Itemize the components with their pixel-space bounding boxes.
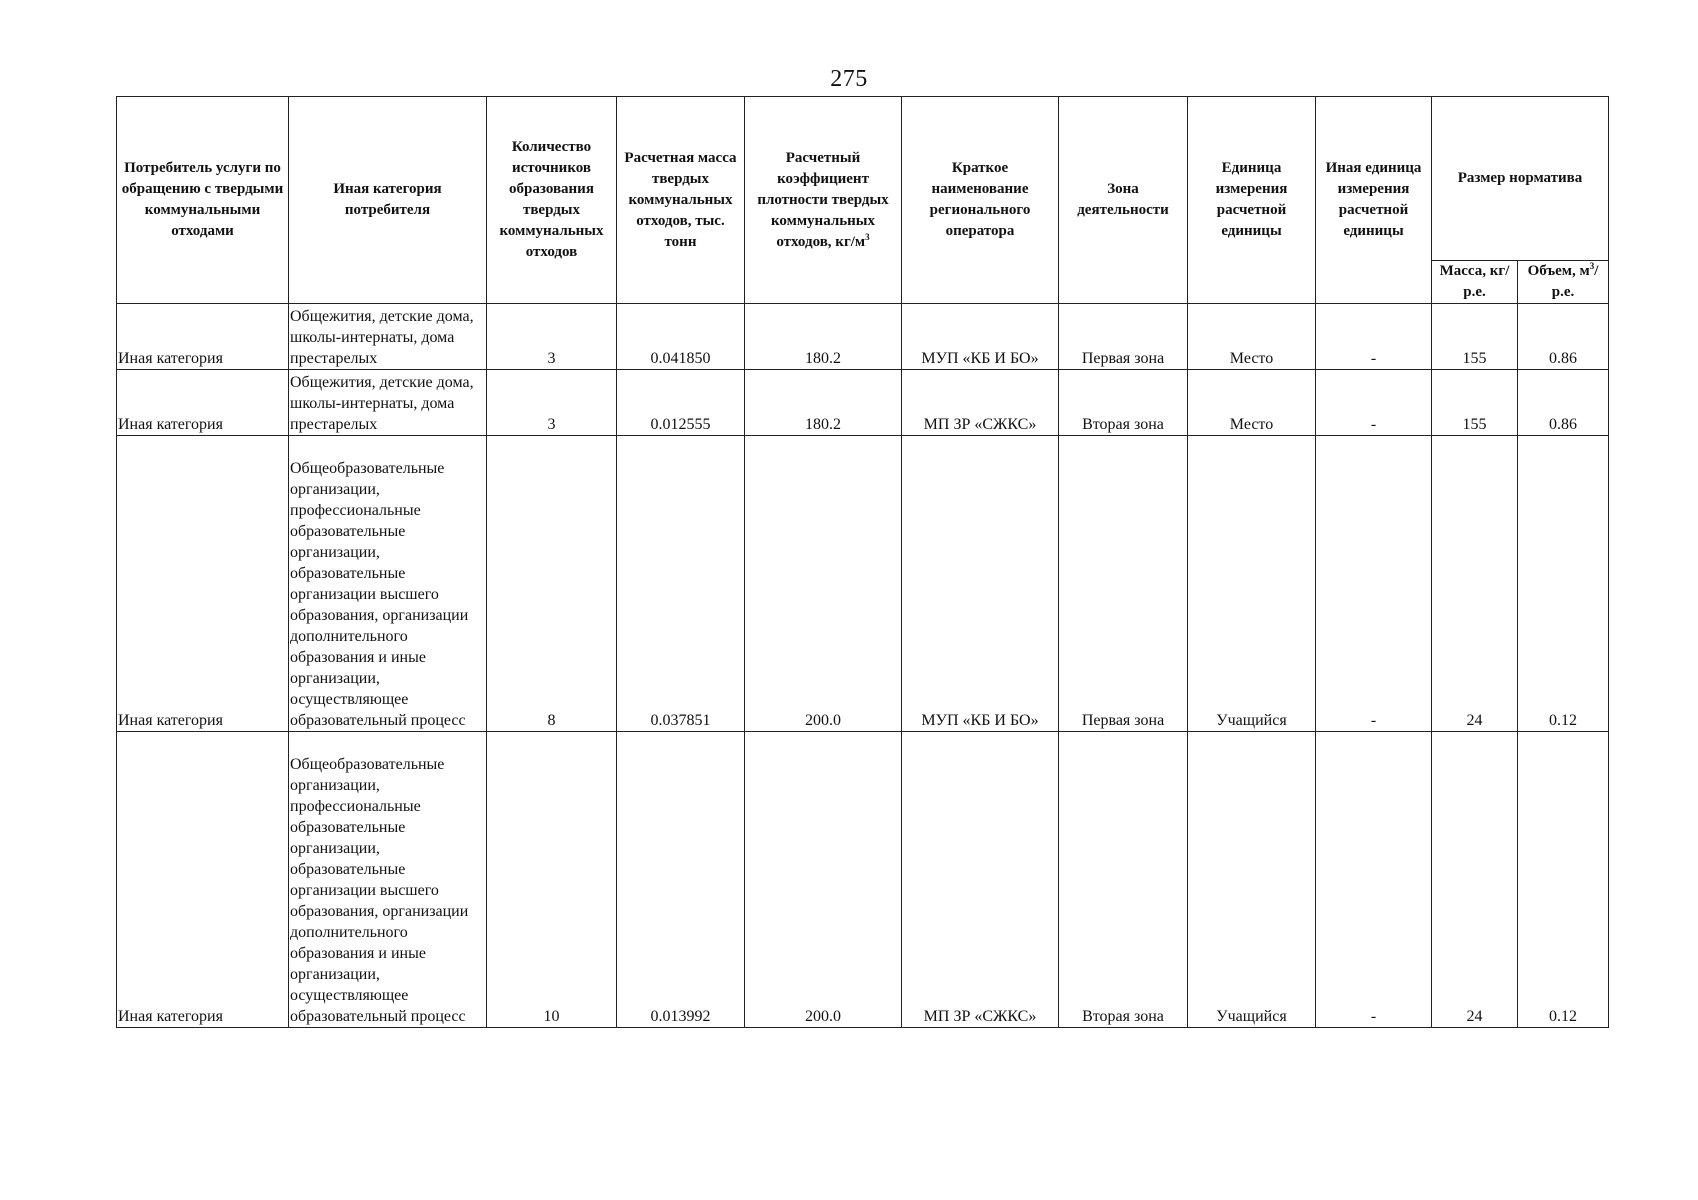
cell-estimated-mass: 0.041850 [617,304,745,370]
cell-mass: 155 [1432,370,1518,436]
header-density-text: Расчетный коэффициент плотности твердых коммунальных отходов, кг/м [757,149,889,250]
header-norm-size: Размер норматива [1432,97,1609,261]
cell-volume: 0.86 [1518,370,1609,436]
cell-other-unit: - [1316,732,1432,1028]
cell-density-coef: 180.2 [745,370,902,436]
cell-density-coef: 200.0 [745,436,902,732]
cell-mass: 155 [1432,304,1518,370]
header-volume-prefix: Объем, м [1527,263,1590,279]
cell-unit: Учащийся [1188,732,1316,1028]
cell-other-category: Общеобразовательные организации, профессиональные образовательные организации, образовательные организации высшего образования, организации дополнительного образования и иные организации, осуществляющее образовательный процесс [289,732,487,1028]
cell-estimated-mass: 0.037851 [617,436,745,732]
header-other-unit: Иная единица измерения расчетной единицы [1316,97,1432,304]
cell-sources-count: 3 [487,370,617,436]
cell-estimated-mass: 0.012555 [617,370,745,436]
header-other-category: Иная категория потребителя [289,97,487,304]
header-sources-count: Количество источников образования твердых коммунальных отходов [487,97,617,304]
cell-zone: Вторая зона [1059,732,1188,1028]
cell-estimated-mass: 0.013992 [617,732,745,1028]
cell-zone: Первая зона [1059,436,1188,732]
cell-density-coef: 200.0 [745,732,902,1028]
header-volume-suffix: /р.е. [1551,263,1599,300]
header-mass: Масса, кг/р.е. [1432,261,1518,304]
cell-other-unit: - [1316,436,1432,732]
cell-operator-name: МП ЗР «СЖКС» [902,732,1059,1028]
cell-volume: 0.86 [1518,304,1609,370]
table-row [117,370,1609,436]
waste-norms-table [116,96,1609,1028]
cell-consumer: Иная категория [117,304,289,370]
header-volume [1518,261,1609,304]
cell-zone: Вторая зона [1059,370,1188,436]
cell-mass: 24 [1432,436,1518,732]
cell-sources-count: 10 [487,732,617,1028]
cell-sources-count: 8 [487,436,617,732]
page-number: 275 [830,66,868,92]
header-consumer: Потребитель услуги по обращению с твердыми коммунальными отходами [117,97,289,304]
cell-operator-name: МУП «КБ И БО» [902,304,1059,370]
header-operator-name: Краткое наименование регионального оператора [902,97,1059,304]
cell-operator-name: МП ЗР «СЖКС» [902,370,1059,436]
cell-other-category: Общежития, детские дома, школы-интернаты, дома престарелых [289,304,487,370]
cell-volume: 0.12 [1518,732,1609,1028]
cell-other-category: Общеобразовательные организации, профессиональные образовательные организации, образовательные организации высшего образования, организации дополнительного образования и иные организации, осуществляющее образовательный процесс [289,436,487,732]
cell-operator-name: МУП «КБ И БО» [902,436,1059,732]
cell-volume: 0.12 [1518,436,1609,732]
cell-density-coef: 180.2 [745,304,902,370]
cell-other-unit: - [1316,304,1432,370]
header-density-coef [745,97,902,304]
cell-consumer: Иная категория [117,370,289,436]
cell-unit: Учащийся [1188,436,1316,732]
cell-consumer: Иная категория [117,732,289,1028]
header-estimated-mass: Расчетная масса твердых коммунальных отходов, тыс. тонн [617,97,745,304]
table-row [117,732,1609,1028]
header-row [117,97,1609,261]
header-unit: Единица измерения расчетной единицы [1188,97,1316,304]
cell-consumer: Иная категория [117,436,289,732]
cell-other-unit: - [1316,370,1432,436]
header-volume-sup: 3 [1589,261,1595,271]
cell-unit: Место [1188,370,1316,436]
table-row [117,436,1609,732]
cell-other-category: Общежития, детские дома, школы-интернаты, дома престарелых [289,370,487,436]
cell-zone: Первая зона [1059,304,1188,370]
header-density-sup: 3 [865,231,870,242]
cell-mass: 24 [1432,732,1518,1028]
cell-unit: Место [1188,304,1316,370]
table-row [117,304,1609,370]
header-zone: Зона деятельности [1059,97,1188,304]
cell-sources-count: 3 [487,304,617,370]
